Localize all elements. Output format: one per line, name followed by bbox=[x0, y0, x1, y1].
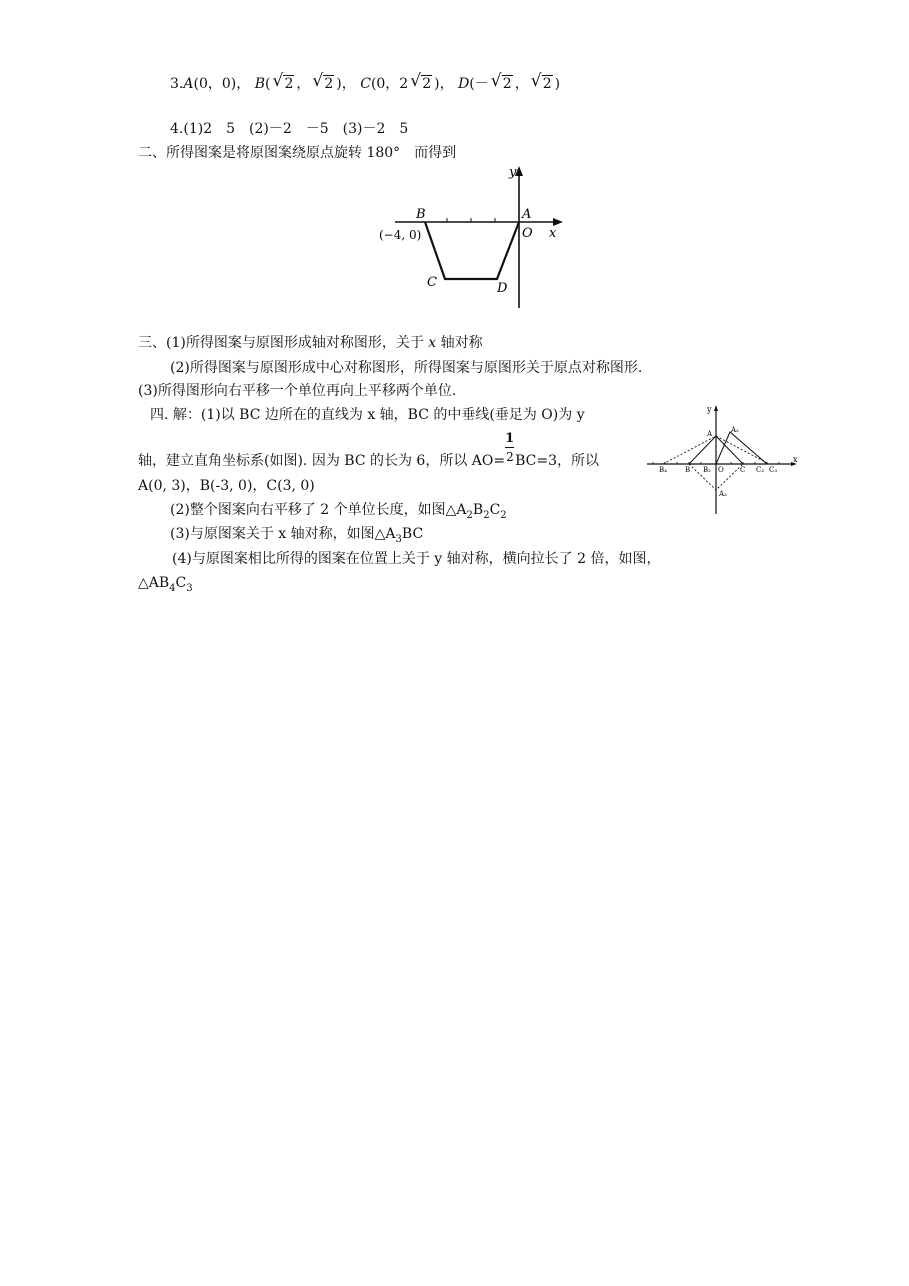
sqrt-arg: 2 bbox=[502, 76, 512, 92]
section-2-text: 二、所得图案是将原图案绕原点旋转 180° 而得到 bbox=[138, 145, 457, 161]
label-b: B bbox=[416, 207, 426, 222]
point-d-label: D bbox=[458, 76, 470, 92]
section-4-line-4 bbox=[170, 500, 507, 526]
section-4-line-5-suffix: BC bbox=[401, 526, 424, 542]
section-3-line-1-prefix: 三、(1)所得图案与原图形成轴对称图形，关于 bbox=[138, 335, 429, 351]
label-a: A bbox=[522, 207, 532, 222]
label-y-axis: y bbox=[509, 165, 517, 180]
figure-triangles bbox=[643, 402, 803, 517]
fraction-numerator: 1 bbox=[505, 431, 515, 446]
label-b: B bbox=[685, 466, 691, 474]
subscript: 3 bbox=[186, 582, 193, 594]
section-4-line-3: A(0, 3)，B(-3, 0)，C(3, 0) bbox=[138, 478, 315, 494]
comma: ， bbox=[514, 76, 529, 92]
section-4-line-5-prefix: (3)与原图案关于 x 轴对称，如图△A bbox=[170, 526, 396, 542]
section-4-line-4-prefix: (2)整个图案向右平移了 2 个单位长度，如图△A bbox=[170, 502, 467, 518]
label-c: C bbox=[427, 275, 437, 290]
sqrt-arg: 2 bbox=[324, 76, 334, 92]
section-4-line-7 bbox=[138, 573, 193, 599]
answer-item-3: 3.A(0，0)， B( √ 2 ， √ 2 )， C(0，2 √ 2 )， D(－ √ 2 ， √ 2 ) bbox=[170, 71, 561, 92]
answer-item-4: 4.(1)2 5 (2)－2 －5 (3)－2 5 bbox=[170, 121, 409, 137]
sqrt-expression: √ 2 bbox=[312, 71, 334, 92]
label-b4: B₄ bbox=[659, 466, 667, 474]
subscript: 2 bbox=[483, 509, 490, 521]
label-o: O bbox=[522, 226, 533, 241]
sqrt-arg: 2 bbox=[284, 76, 294, 92]
label-b2: B₂ bbox=[703, 466, 711, 474]
section-4-line-1: 四. 解：(1)以 BC 边所在的直线为 x 轴，BC 的中垂线(垂足为 O)为 y bbox=[150, 407, 585, 423]
point-b-open: ( bbox=[264, 76, 271, 92]
label-o: O bbox=[718, 466, 724, 474]
label-a: A bbox=[707, 430, 713, 438]
vertex-b: B bbox=[472, 502, 484, 518]
vertex-c: C bbox=[175, 575, 187, 591]
label-x-axis: x bbox=[793, 455, 798, 464]
label-c: C bbox=[740, 466, 746, 474]
section-3-line-1 bbox=[138, 333, 483, 353]
var-x: x bbox=[428, 335, 437, 351]
point-a-label: A bbox=[183, 76, 194, 92]
point-c-close: )， bbox=[434, 76, 454, 92]
section-4-line-2-prefix: 轴，建立直角坐标系(如图). 因为 BC 的长为 6，所以 AO= bbox=[138, 453, 506, 469]
point-d-close: ) bbox=[554, 76, 561, 92]
label-c3: C₃ bbox=[769, 466, 778, 474]
figure-trapezoid bbox=[375, 162, 575, 312]
label-a3: A₃ bbox=[719, 490, 727, 498]
section-3-line-2: (2)所得图案与原图形成中心对称图形，所得图案与原图形关于原点对称图形. bbox=[170, 360, 643, 376]
label-a2: A₂ bbox=[731, 426, 739, 434]
fraction-denominator: 2 bbox=[506, 450, 514, 464]
section-4-line-6: (4)与原图案相比所得的图案在位置上关于 y 轴对称，横向拉长了 2 倍，如图， bbox=[172, 551, 661, 567]
point-b-close: )， bbox=[336, 76, 356, 92]
sqrt-expression: √ 2 bbox=[410, 71, 432, 92]
fraction-one-half bbox=[505, 431, 515, 471]
comma: ， bbox=[296, 76, 311, 92]
sqrt-arg: 2 bbox=[542, 76, 552, 92]
point-a-coords: (0，0)， bbox=[193, 76, 251, 92]
sqrt-expression: √ 2 bbox=[272, 71, 294, 92]
label-c2: C₂ bbox=[756, 466, 765, 474]
sqrt-expression: √ 2 bbox=[530, 71, 552, 92]
label-y-axis: y bbox=[707, 405, 712, 414]
vertex-c: C bbox=[489, 502, 501, 518]
point-b-label: B bbox=[254, 76, 265, 92]
point-d-open: (－ bbox=[469, 76, 489, 92]
y-axis-arrow bbox=[714, 405, 718, 411]
section-3-line-3: (3)所得图形向右平移一个单位再向上平移两个单位. bbox=[138, 383, 457, 399]
x-axis-arrow bbox=[553, 218, 563, 226]
section-3-line-1-suffix: 轴对称 bbox=[436, 335, 483, 351]
section-4-line-7-prefix: △AB bbox=[138, 575, 170, 591]
trapezoid-shape bbox=[425, 222, 519, 279]
section-4-line-5 bbox=[170, 524, 423, 550]
sqrt-expression: √ 2 bbox=[490, 71, 512, 92]
sqrt-arg: 2 bbox=[422, 76, 432, 92]
point-c-open: (0，2 bbox=[370, 76, 409, 92]
subscript: 3 bbox=[395, 533, 402, 545]
section-4-line-2 bbox=[138, 431, 600, 471]
label-x-axis: x bbox=[549, 226, 557, 241]
subscript: 2 bbox=[500, 509, 507, 521]
subscript: 4 bbox=[169, 582, 176, 594]
subscript: 2 bbox=[466, 509, 473, 521]
label-point: (−4, 0) bbox=[379, 228, 422, 242]
section-4-line-2-suffix: BC=3，所以 bbox=[515, 453, 600, 469]
point-c-label: C bbox=[360, 76, 371, 92]
label-d: D bbox=[497, 281, 508, 296]
